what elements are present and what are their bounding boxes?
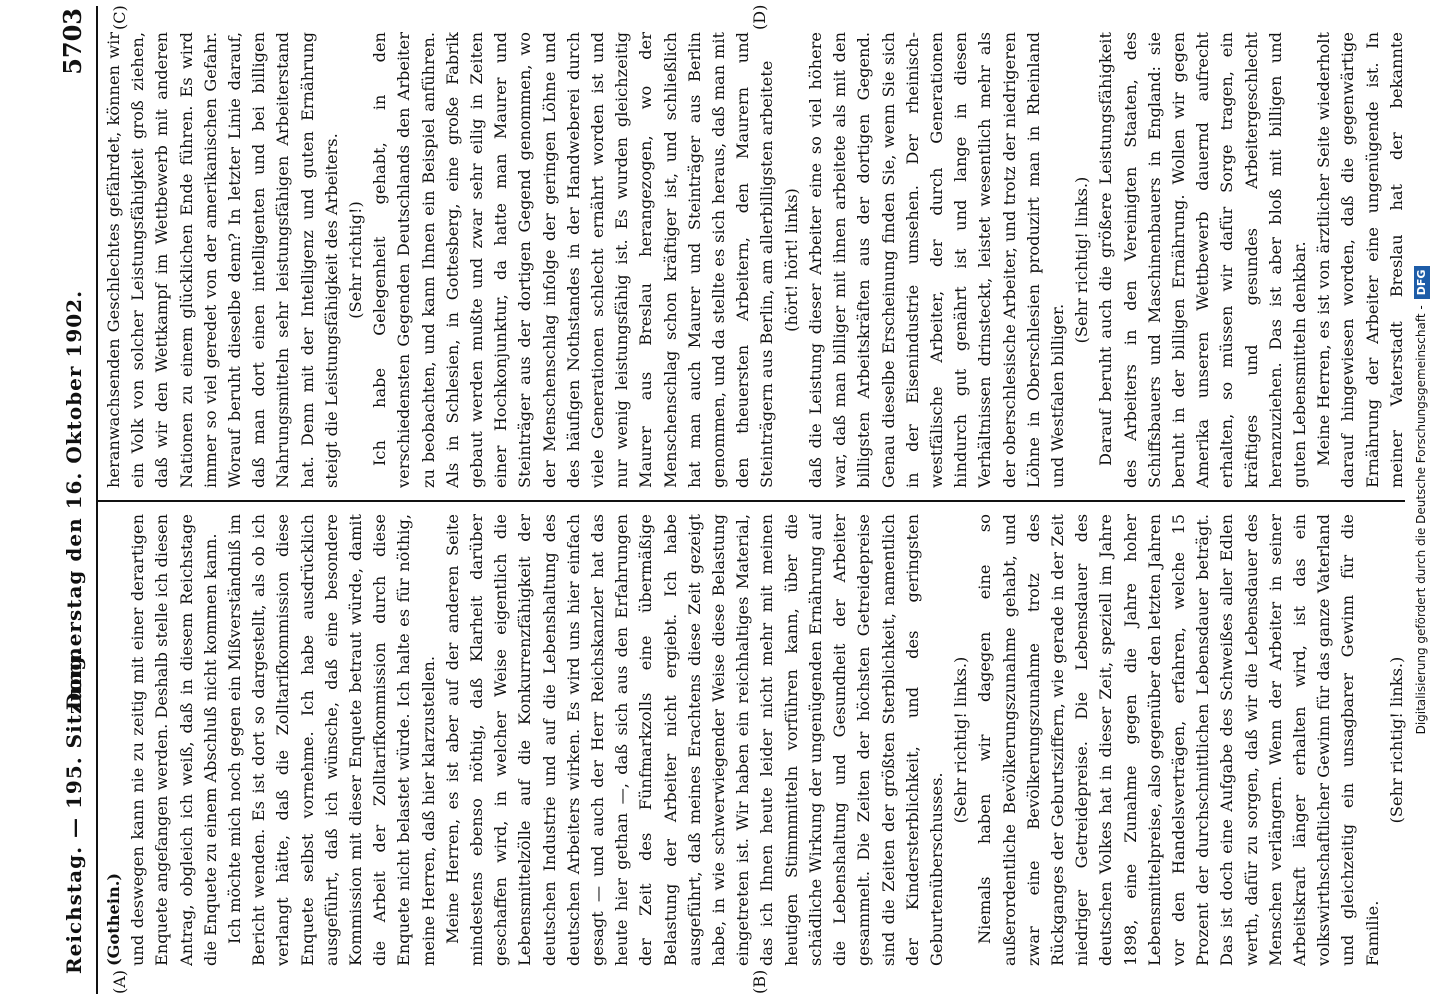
interjection: (Sehr richtig! links.) xyxy=(1072,176,1092,344)
margin-marker-b: (B) xyxy=(750,969,769,994)
paragraph: Meine Herren, es ist aber auf der anderen Seite mindestens ebenso nöthig, daß Klarheit darüber geschaffen wird, in welcher Weise eigentlich die Lebensmittelzölle auf die Konkurrenzfähigkeit der deutschen Industrie und auf die Lebenshaltung des deutschen Arbeiters wirken. Es wird uns hier einfach gesagt — und auch der Herr Reichskanzler hat das heute hier gethan —, daß sich aus den Erfahrungen der Zeit des Fünfmarkzolls eine übermäßige Belastung der Arbeiter nicht ergiebt. Ich habe ausgeführt, daß meines Erachtens diese Zeit gezeigt habe, in wie schwerwiegender Weise diese Belastung eingetreten ist. Wir haben ein reichhaltiges Material, das ich Ihnen heute leider nicht mehr mit meinen heutigen Stimmmitteln vorführen kann, über die schädliche Wirkung der ungenügenden Ernährung auf die Lebenshaltung und Gesundheit der Arbeiter gesammelt. Die Zeiten der höchsten Getreidepreise sind die Zeiten der größten Sterblichkeit, namentlich der Kindersterblichkeit, und des geringsten Geburtenüberschusses. xyxy=(442,514,946,966)
speaker-label: (Gothein.) xyxy=(104,872,123,966)
digitization-sidebar xyxy=(1392,0,1434,1000)
page-number: 5703 xyxy=(58,8,87,75)
paragraph: daß die Leistung dieser Arbeiter eine so viel höhere war, daß man billiger mit ihnen arbeitete als mit den billigsten Arbeitskräften aus der dortigen Gegend. Genau dieselbe Erscheinung finden Sie, wenn Sie sich in der Eisenindustrie umsehen. Der rheinisch-westfälische Arbeiter, der durch Generationen hindurch gut genährt ist und lange in diesen Verhältnissen drinsteckt, leistet wesentlich mehr als der oberschlesische Arbeiter, und trotz der niedrigeren Löhne in Oberschlesien produzirt man in Rheinland und Westfalen billiger. xyxy=(805,32,1067,488)
right-column xyxy=(102,32,1409,488)
interjection: (Sehr richtig!) xyxy=(346,201,366,319)
paragraph: Niemals haben wir dagegen eine so außerordentliche Bevölkerungszunahme gehabt, und zwar eine Bevölkerungszunahme trotz des Rückganges der Geburtsziffern, wie gerade in der Zeit niedriger Getreidepreise. Die Lebensdauer des deutschen Volkes hat in dieser Zeit, speziell im Jahre 1898, eine Zunahme gegen die Jahre hoher Lebensmittelpreise, also gegenüber den letzten Jahren vor den Handelsverträgen, erfahren, welche 15 Prozent der durchschnittlichen Lebensdauer beträgt. Das ist doch eine Aufgabe des Schweißes aller Edlen werth, dafür zu sorgen, daß wir die Lebensdauer des Menschen verlängern. Wenn der Arbeiter in seiner Arbeitskraft länger erhalten wird, ist das ein volkswirthschaftlicher Gewinn für das ganze Vaterland und gleichzeitig ein unsagbarer Gewinn für die Familie. xyxy=(975,514,1382,966)
credit-text: Digitalisierung gefördert durch die Deutsche Forschungsgemeinschaft - xyxy=(1414,305,1428,735)
interjection: (Sehr richtig! links.) xyxy=(951,656,971,824)
paragraph: Ich habe Gelegenheit gehabt, in den verschiedensten Gegenden Deutschlands den Arbeiter zu beobachten, und kann Ihnen ein Beispiel anführen. Als in Schlesien, in Gottesberg, eine große Fabrik gebaut werden mußte und zwar sehr eilig in Zeiten einer Hochkonjunktur, da hatte man Maurer und Steinträger aus der dortigen Gegend genommen, wo der Menschenschlag infolge der geringen Löhne und des häufigen Nothstandes in der Handweberei durch viele Generationen schlecht ernährt worden ist und nur wenig leistungsfähig ist. Es wurden gleichzeitig Maurer aus Breslau herangezogen, wo der Menschenschlag schon kräftiger ist, und schließlich hat man auch Maurer und Steinträger aus Berlin genommen, und da stellte es sich heraus, daß man mit den theuersten Arbeitern, den Maurern und Steinträgern aus Berlin, am allerbilligsten arbeitete xyxy=(370,32,777,488)
margin-marker-a: (A) xyxy=(110,969,129,994)
digitization-credit xyxy=(1400,0,1434,1000)
page-header xyxy=(50,0,102,1000)
paragraph: Meine Herren, es ist von ärztlicher Seite wiederholt darauf hingewiesen worden, daß die gegenwärtige Ernährung der Arbeiter eine ungenügende ist. In meiner Vaterstadt Breslau hat der bekannte xyxy=(1314,32,1406,488)
margin-marker-c: (C) xyxy=(110,5,129,30)
paragraph: Ich möchte mich noch gegen ein Mißverständniß im Bericht wenden. Es ist dort so dargestellt, als ob ich verlangt hätte, daß die Zolltarifkommission diese Enquete selbst vornehme. Ich habe ausdrücklich ausgeführt, daß ich wünsche, daß eine besondere Kommission mit dieser Enquete betraut würde, damit die Arbeit der Zolltarifkommission durch diese Enquete nicht belastet würde. Ich halte es für nöthig, meine Herren, daß hier klarzustellen. xyxy=(225,514,438,966)
interjection: (hört! hört! links) xyxy=(781,188,801,332)
document-page xyxy=(50,0,1415,1000)
dfg-logo: DFG xyxy=(1414,266,1430,300)
paragraph: heranwachsenden Geschlechtes gefährdet, können wir ein Volk von solcher Leistungsfähigkeit groß ziehen, daß wir den Wettkampf im Wettbewerb mit anderen Nationen zu einem glücklichen Ende führen. Es wird immer so viel geredet von der amerikanischen Gefahr. Worauf beruht dieselbe denn? In letzter Linie darauf, daß man dort einen intelligenten und bei billigen Nahrungsmitteln sehr leistungsfähigen Arbeiterstand hat. Denn mit der Intelligenz und guten Ernährung steigt die Leistungsfähigkeit des Arbeiters. xyxy=(104,32,341,488)
header-session: Reichstag. — 195. Sitzung. xyxy=(62,647,86,974)
margin-marker-d: (D) xyxy=(750,4,769,30)
paragraph: und deswegen kann nie zu zeitig mit einer derartigen Enquete angefangen werden. Deshalb stelle ich diesen Antrag, obgleich ich weiß, daß in diesem Reichstage die Enquete zu einem Abschluß nicht kommen kann. xyxy=(128,514,220,966)
paragraph: Darauf beruht auch die größere Leistungsfähigkeit des Arbeiters in den Vereinigten Staaten, des Schiffsbauers und Maschinenbauers in England: sie beruht in der billigen Ernährung. Wollen wir gegen Amerika unseren Wettbewerb dauernd aufrecht erhalten, so müssen wir dafür Sorge tragen, ein kräftiges und gesundes Arbeitergeschlecht heranzuziehen. Das ist aber bloß mit billigen und guten Lebensmitteln denkbar. xyxy=(1096,32,1309,488)
column-rule xyxy=(96,500,1405,502)
interjection: (Sehr richtig! links.) xyxy=(1386,656,1406,824)
header-date: Donnerstag den 16. Oktober 1902. xyxy=(62,289,86,711)
left-column xyxy=(102,514,1409,966)
